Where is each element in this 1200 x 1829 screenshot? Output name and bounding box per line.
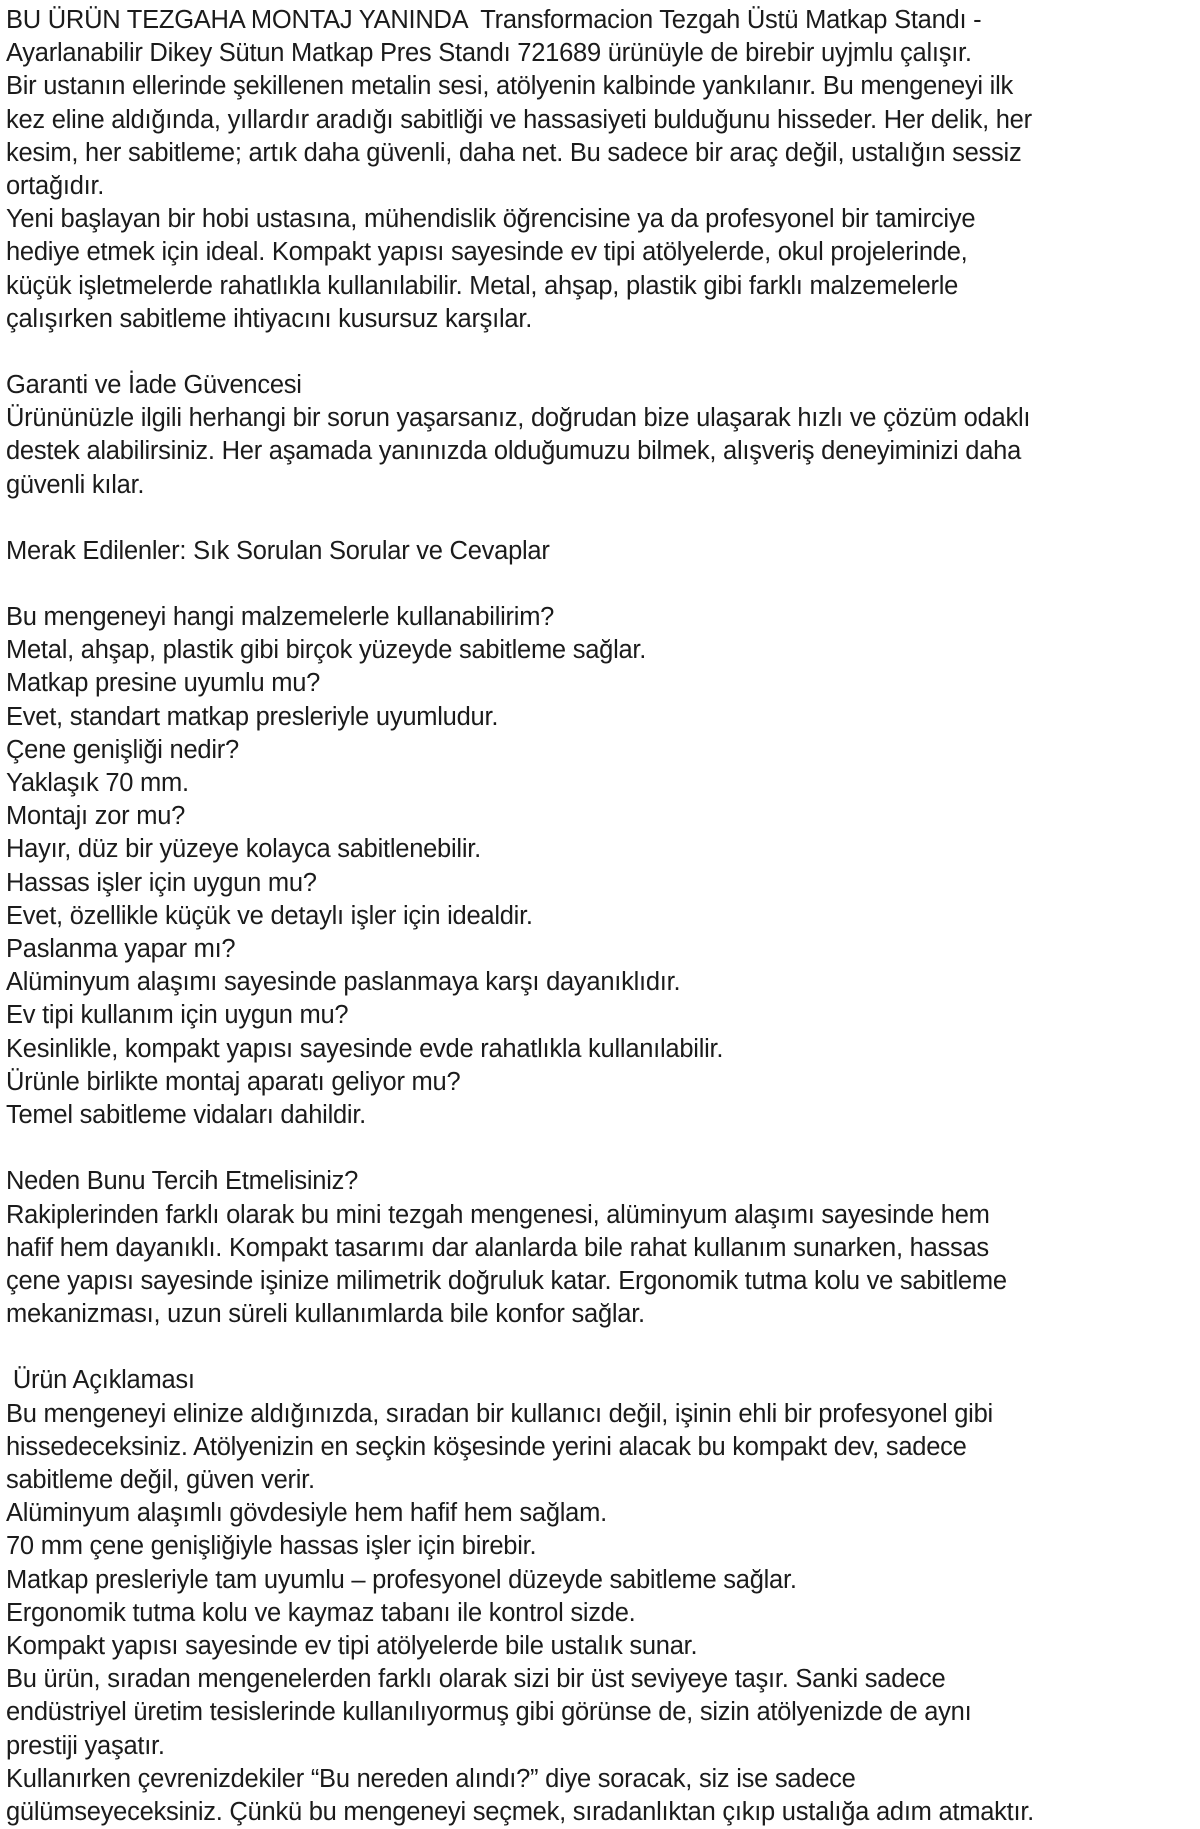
faq-answer: Temel sabitleme vidaları dahildir. xyxy=(6,1101,367,1130)
feature-bullet: Ergonomik tutma kolu ve kaymaz tabanı ile kontrol sizde. xyxy=(6,1598,636,1627)
faq-answer: Yaklaşık 70 mm. xyxy=(6,769,189,798)
section-spacer xyxy=(6,502,1190,535)
faq-answer: Hayır, düz bir yüzeye kolayca sabitlenebilir. xyxy=(6,835,481,864)
product-description-paragraph-3: Kullanırken çevrenizdekiler “Bu nereden alındı?” diye soracak, siz ise sadece gülümseyeceksiniz. Çünkü bu mengeneyi seçmek, sıradanlıktan çıkıp ustalığa adım atmaktır. xyxy=(6,1764,1035,1826)
section-spacer xyxy=(6,1331,1190,1364)
faq-question: Bu mengeneyi hangi malzemelerle kullanabilirim? xyxy=(6,603,555,632)
warranty-heading: Garanti ve İade Güvencesi xyxy=(6,371,302,400)
faq-question: Paslanma yapar mı? xyxy=(6,935,236,964)
faq-question: Ev tipi kullanım için uygun mu? xyxy=(6,1001,349,1030)
faq-answer: Evet, özellikle küçük ve detaylı işler için idealdir. xyxy=(6,901,533,930)
faq-question: Matkap presine uyumlu mu? xyxy=(6,669,321,698)
faq-question: Ürünle birlikte montaj aparatı geliyor mu? xyxy=(6,1067,461,1096)
intro-narrative: Bir ustanın ellerinde şekillenen metalin sesi, atölyenin kalbinde yankılanır. Bu mengeneyi ilk kez eline aldığında, yıllardır aradığı sabitliği ve hassasiyeti bulduğunu hisseder. Her delik, her kesim, her sabitleme; artık daha güvenli, daha net. Bu sadece bir araç değil, ustalığın sessiz ortağıdır. xyxy=(6,72,1039,201)
feature-bullet: 70 mm çene genişliğiyle hassas işler için birebir. xyxy=(6,1532,537,1561)
compatibility-note: BU ÜRÜN TEZGAHA MONTAJ YANINDA Transformacion Tezgah Üstü Matkap Standı - Ayarlanabilir Dikey Sütun Matkap Pres Standı 721689 ürünüyle de birebir uyjmlu çalışır. xyxy=(6,6,987,68)
section-spacer xyxy=(6,568,1190,601)
faq-answer: Metal, ahşap, plastik gibi birçok yüzeyde sabitleme sağlar. xyxy=(6,636,647,665)
feature-bullet: Alüminyum alaşımlı gövdesiyle hem hafif hem sağlam. xyxy=(6,1499,607,1528)
feature-bullet: Matkap presleriyle tam uyumlu – profesyonel düzeyde sabitleme sağlar. xyxy=(6,1565,797,1594)
faq-list xyxy=(6,601,1190,1132)
product-description-paragraph-2: Bu ürün, sıradan mengenelerden farklı olarak sizi bir üst seviyeye taşır. Sanki sadece endüstriyel üretim tesislerinde kullanılıyormuş gibi görünse de, sizin atölyenizde de aynı prestiji yaşatır. xyxy=(6,1665,979,1760)
faq-answer: Alüminyum alaşımı sayesinde paslanmaya karşı dayanıklıdır. xyxy=(6,968,681,997)
faq-question: Çene genişliği nedir? xyxy=(6,735,239,764)
product-description-paragraph-1: Bu mengeneyi elinize aldığınızda, sıradan bir kullanıcı değil, işinin ehli bir profesyonel gibi hissedeceksiniz. Atölyenizin en seçkin köşesinde yerini alacak bu kompakt dev, sadece sabitleme değil, güven verir. xyxy=(6,1399,1000,1494)
faq-answer: Kesinlikle, kompakt yapısı sayesinde evde rahatlıkla kullanılabilir. xyxy=(6,1034,724,1063)
feature-bullet: Kompakt yapısı sayesinde ev tipi atölyelerde bile ustalık sunar. xyxy=(6,1631,698,1660)
faq-answer: Evet, standart matkap presleriyle uyumludur. xyxy=(6,702,499,731)
product-description-heading: Ürün Açıklaması xyxy=(6,1366,195,1395)
section-spacer xyxy=(6,1132,1190,1165)
warranty-body: Ürününüzle ilgili herhangi bir sorun yaşarsanız, doğrudan bize ulaşarak hızlı ve çözüm odaklı destek alabilirsiniz. Her aşamada yanınızda olduğumuzu bilmek, alışveriş deneyiminizi daha güvenli kılar. xyxy=(6,404,1038,499)
feature-bullet-list xyxy=(6,1497,1190,1663)
intro-use-cases: Yeni başlayan bir hobi ustasına, mühendislik öğrencisine ya da profesyonel bir tamirciye hediye etmek için ideal. Kompakt yapısı sayesinde ev tipi atölyelerde, okul projelerinde, küçük işletmelerde rahatlıkla kullanılabilir. Metal, ahşap, plastik gibi farklı malzemelerle çalışırken sabitleme ihtiyacını kusursuz karşılar. xyxy=(6,205,983,333)
section-spacer xyxy=(6,336,1190,369)
faq-question: Hassas işler için uygun mu? xyxy=(6,868,317,897)
why-choose-heading: Neden Bunu Tercih Etmelisiniz? xyxy=(6,1167,359,1196)
why-choose-body: Rakiplerinden farklı olarak bu mini tezgah mengenesi, alüminyum alaşımı sayesinde hem hafif hem dayanıklı. Kompakt tasarımı dar alanlarda bile rahat kullanım sunarken, hassas çene yapısı sayesinde işinize milimetrik doğruluk katar. Ergonomik tutma kolu ve sabitleme mekanizması, uzun süreli kullanımlarda bile konfor sağlar. xyxy=(6,1200,1014,1329)
faq-heading: Merak Edilenler: Sık Sorulan Sorular ve Cevaplar xyxy=(6,536,550,565)
faq-question: Montajı zor mu? xyxy=(6,802,186,831)
